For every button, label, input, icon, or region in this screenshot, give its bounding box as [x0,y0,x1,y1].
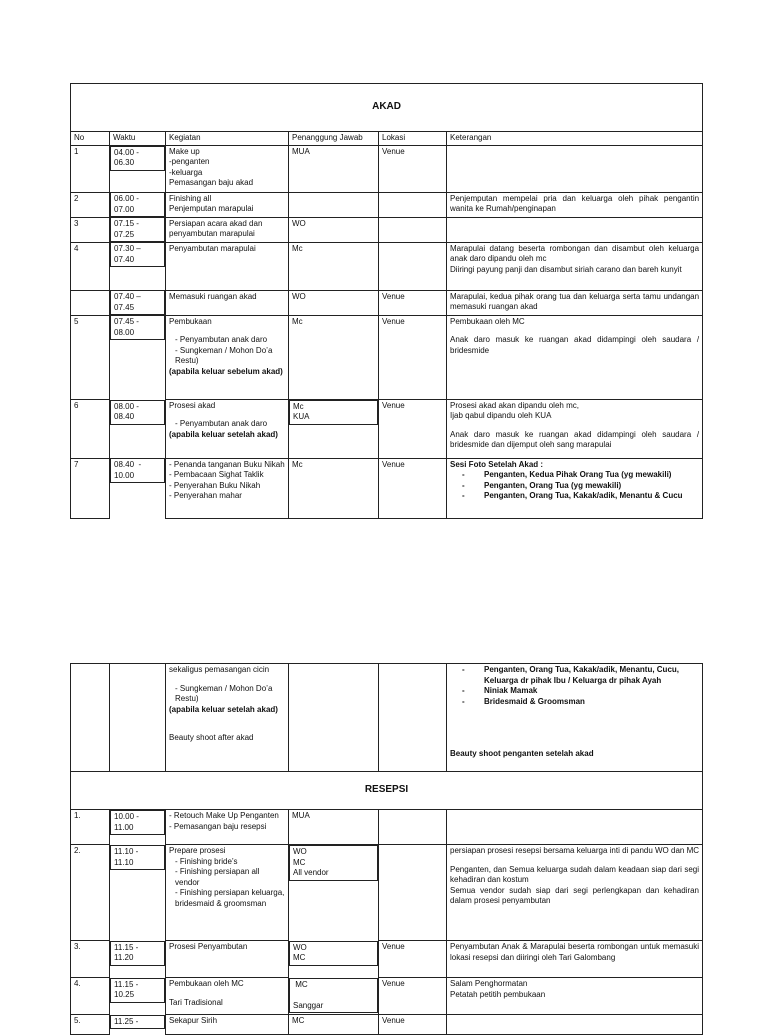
cell-no: 1 [71,145,110,192]
cell-no: 1. [71,810,110,845]
cell-waktu [110,664,166,772]
cell-lokasi: Venue [379,1015,447,1035]
col-header-keterangan: Keterangan [447,132,703,146]
list-item: - Niniak Mamak [462,686,699,697]
cell-no [71,290,110,315]
cell-keterangan [447,810,703,845]
kegiatan-line: - Retouch Make Up Penganten [169,811,279,820]
cell-penanggung-jawab: MC [289,1015,379,1035]
cell-kegiatan [166,664,289,772]
table-row [71,217,703,242]
cell-keterangan [447,664,703,772]
kegiatan-note: (apabila keluar setelah akad) [169,704,278,714]
cell-lokasi [379,192,447,217]
list-item: - Penganten, Orang Tua, Kakak/adik, Menantu, Cucu, Keluarga dr pihak Ibu / Keluarga dr pihak Ayah [462,665,699,686]
cell-no: 3. [71,941,110,978]
cell-kegiatan [166,845,289,941]
cell-kegiatan: Penyambutan marapulai [166,242,289,290]
cell-penanggung-jawab [289,192,379,217]
table-row [71,458,703,518]
cell-kegiatan [166,145,289,192]
col-header-waktu: Waktu [110,132,166,146]
table-row [71,941,703,978]
cell-keterangan [447,458,703,518]
kegiatan-line: Prepare prosesi [169,846,226,855]
table-row [71,664,703,772]
kegiatan-line: Prosesi akad [169,400,216,410]
kegiatan-line: Penjemputan marapulai [169,204,254,213]
cell-waktu: 07.15 - 07.25 [110,217,165,242]
kegiatan-line: Make up [169,146,200,156]
col-header-penanggung-jawab: Penanggung Jawab [289,132,379,146]
cell-penanggung-jawab: MC Sanggar [289,978,378,1014]
cell-keterangan [447,315,703,399]
kegiatan-note: (apabila keluar setelah akad) [169,429,278,439]
cell-keterangan [447,217,703,242]
cell-penanggung-jawab: WO MC [289,941,378,966]
kegiatan-line: Finishing all [169,193,212,203]
table-row [71,978,703,1015]
cell-lokasi: Venue [379,978,447,1015]
cell-penanggung-jawab: Mc KUA [289,400,378,425]
cell-lokasi: Venue [379,290,447,315]
cell-lokasi [379,664,447,772]
cell-keterangan [447,1015,703,1035]
kegiatan-line: - Penanda tanganan Buku Nikah [169,459,285,469]
cell-penanggung-jawab: WO [289,290,379,315]
cell-no: 2. [71,845,110,941]
cell-waktu: 08.40 - 10.00 [110,458,165,483]
cell-penanggung-jawab: Mc [289,315,379,399]
kegiatan-sub-item: - Sungkeman / Mohon Do’a Restu) [175,345,273,365]
cell-lokasi: Venue [379,458,447,518]
cell-no: 2 [71,192,110,217]
table-row [71,192,703,217]
cell-no: 4 [71,242,110,290]
table-row [71,845,703,941]
cell-waktu: 11.15 - 10.25 [110,978,165,1003]
table-row [71,315,703,399]
keterangan-line: Anak daro masuk ke ruangan akad didampingi oleh saudara / bridesmide [450,335,702,355]
akad-section-title: AKAD [71,84,703,132]
cell-no: 5 [71,315,110,399]
cell-kegiatan [166,458,289,518]
keterangan-line: Prosesi akad akan dipandu oleh mc, [450,400,579,410]
kegiatan-line: Pemasangan baju akad [169,178,254,187]
col-header-lokasi: Lokasi [379,132,447,146]
cell-keterangan [447,145,703,192]
kegiatan-line: Pembukaan oleh MC [169,979,244,988]
cell-waktu: 08.00 - 08.40 [110,400,165,425]
keterangan-line: Salam Penghormatan [450,979,528,988]
kegiatan-sub-item: - Sungkeman / Mohon Do’a Restu) [175,683,273,703]
foto-session-list [450,470,699,502]
akad-table [70,83,703,519]
cell-keterangan [447,242,703,290]
cell-no: 6 [71,399,110,458]
cell-waktu: 11.10 - 11.10 [110,845,165,870]
cell-kegiatan [166,810,289,845]
keterangan-line: Ijab qabul dipandu oleh KUA [450,411,552,420]
table-row [71,145,703,192]
cell-no: 7 [71,458,110,518]
cell-keterangan [447,978,703,1015]
kegiatan-line: Beauty shoot after akad [169,733,254,742]
cell-waktu: 11.15 - 11.20 [110,941,165,966]
kegiatan-line: - Pembacaan Sighat Taklik [169,470,264,479]
keterangan-line: Penganten, dan Semua keluarga sudah dalam keadaan siap dari segi kehadiran dan kostum [450,864,702,884]
table-row [71,242,703,290]
cell-waktu: 04.00 - 06.30 [110,146,165,171]
keterangan-line: Semua vendor sudah siap dari segi perlengkapan dan kehadiran dalam prosesi penyambutan [450,885,702,905]
keterangan-title: Sesi Foto Setelah Akad : [450,459,544,469]
foto-session-list [450,665,699,707]
kegiatan-line: - Penyerahan Buku Nikah [169,480,261,490]
cell-waktu: 06.00 - 07.00 [110,192,165,217]
cell-no [71,664,110,772]
keterangan-line: Pembukaan oleh MC [450,316,525,326]
cell-no: 5. [71,1015,110,1035]
list-item: - Penganten, Orang Tua (yg mewakili) [462,481,699,492]
cell-kegiatan: Sekapur Sirih [166,1015,289,1035]
kegiatan-sub-item: - Penyambutan anak daro [175,419,268,428]
kegiatan-sub-item: - Finishing persiapan keluarga, bridesmaid & groomsman [175,888,285,908]
kegiatan-sub-item: - Penyambutan anak daro [175,335,268,344]
cell-lokasi [379,845,447,941]
cell-lokasi: Venue [379,145,447,192]
cell-keterangan: Penjemputan mempelai pria dan keluarga oleh pihak pengantin wanita ke Rumah/penginapan [447,192,703,217]
kegiatan-line: Pembukaan [169,316,212,326]
list-item: - Bridesmaid & Groomsman [462,697,699,708]
list-item: - Penganten, Kedua Pihak Orang Tua (yg mewakili) [462,470,699,481]
cell-waktu: 07.40 – 07.45 [110,290,165,315]
cell-kegiatan [166,315,289,399]
list-item: - Penganten, Orang Tua, Kakak/adik, Menantu & Cucu [462,491,699,502]
cell-waktu: 07.45 - 08.00 [110,315,165,340]
table-row [71,1015,703,1035]
cell-kegiatan: Prosesi Penyambutan [166,941,289,978]
cell-penanggung-jawab: MUA [289,145,379,192]
keterangan-line: Anak daro masuk ke ruangan akad didampingi oleh saudara / bridesmide dan dijemput oleh sang marapulai [450,429,702,449]
kegiatan-note: (apabila keluar sebelum akad) [169,366,283,376]
cell-no: 4. [71,978,110,1015]
cell-kegiatan: Persiapan acara akad dan penyambutan marapulai [166,217,289,242]
col-header-kegiatan: Kegiatan [166,132,289,146]
cell-penanggung-jawab: Mc [289,242,379,290]
table-row [71,399,703,458]
kegiatan-line: Tari Tradisional [169,997,223,1007]
cell-lokasi [379,242,447,290]
cell-lokasi: Venue [379,399,447,458]
cell-keterangan [447,399,703,458]
table-row [71,810,703,845]
keterangan-line: Petatah petitih pembukaan [450,989,546,999]
cell-penanggung-jawab: MUA [289,810,379,845]
cell-kegiatan [166,192,289,217]
cell-no: 3 [71,217,110,242]
cell-keterangan: Marapulai, kedua pihak orang tua dan keluarga serta tamu undangan memasuki ruangan akad [447,290,703,315]
cell-keterangan [447,845,703,941]
kegiatan-line: - Pemasangan baju resepsi [169,821,267,831]
kegiatan-line: sekaligus pemasangan cicin [169,665,270,674]
cell-penanggung-jawab: WO [289,217,379,242]
cell-penanggung-jawab [289,664,379,772]
cell-kegiatan [166,399,289,458]
kegiatan-line: - Penyerahan mahar [169,491,242,500]
kegiatan-sub-item: - Finishing bride’s [175,856,238,866]
cell-lokasi [379,217,447,242]
cell-penanggung-jawab: Mc [289,458,379,518]
kegiatan-line: -keluarga [169,167,203,177]
cell-penanggung-jawab: WO MC All vendor [289,845,378,881]
cell-keterangan: Penyambutan Anak & Marapulai beserta rombongan untuk memasuki lokasi resepsi dan diiringi oleh Tari Galombang [447,941,703,978]
cell-waktu: 10.00 - 11.00 [110,810,165,835]
kegiatan-line: -penganten [169,157,210,166]
col-header-no: No [71,132,110,146]
keterangan-line: Beauty shoot penganten setelah akad [450,749,594,758]
cell-lokasi: Venue [379,315,447,399]
table-row [71,290,703,315]
cell-lokasi [379,810,447,845]
cell-lokasi: Venue [379,941,447,978]
cell-waktu: 11.25 - [110,1015,165,1030]
cell-waktu: 07.30 – 07.40 [110,242,165,267]
cell-kegiatan: Memasuki ruangan akad [166,290,289,315]
cell-kegiatan [166,978,289,1015]
keterangan-line: persiapan prosesi resepsi bersama keluarga inti di pandu WO dan MC [450,846,700,855]
keterangan-line: Diiringi payung panji dan disambut siriah carano dan bareh kunyit [450,264,682,274]
kegiatan-sub-item: - Finishing persiapan all vendor [175,867,260,887]
resepsi-section-title: RESEPSI [71,772,703,810]
resepsi-table [70,663,703,1035]
keterangan-line: Marapulai datang beserta rombongan dan disambut oleh keluarga anak daro dipandu oleh mc [450,243,702,263]
table-header-row [71,132,703,146]
